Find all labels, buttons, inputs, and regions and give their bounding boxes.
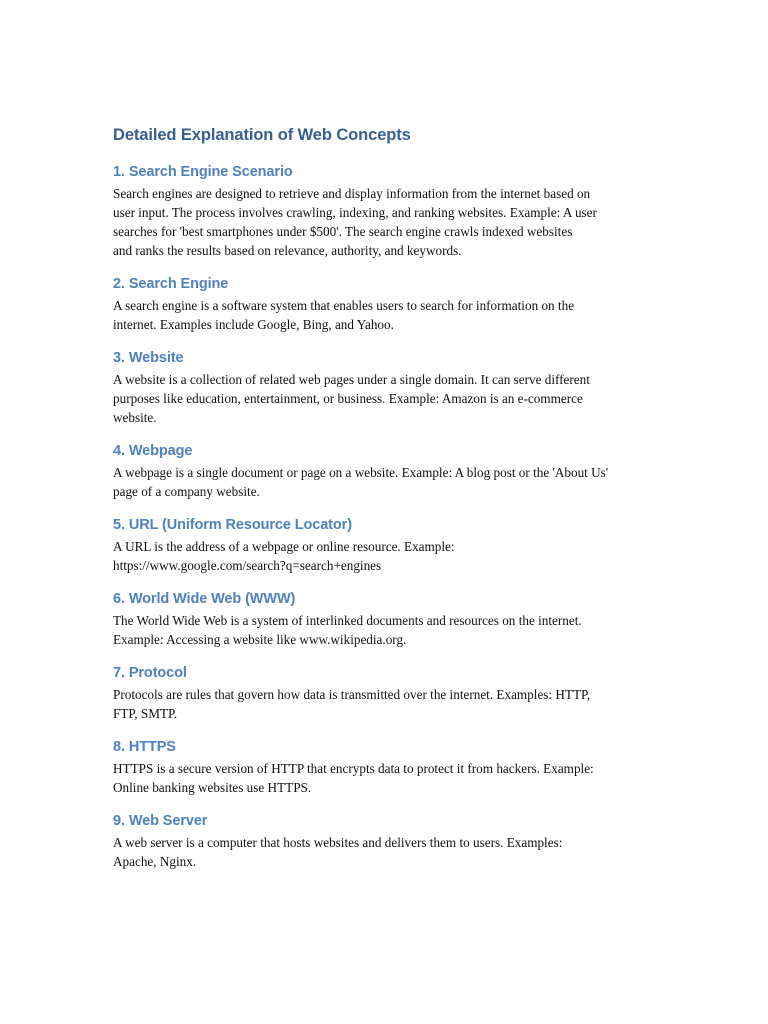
body-text-line: A website is a collection of related web pages under a single domain. It can serve different — [113, 372, 590, 387]
section-body — [113, 370, 663, 427]
section-https — [113, 737, 663, 797]
section-heading: 8. HTTPS — [113, 739, 176, 755]
body-text-line: Apache, Nginx. — [113, 854, 197, 869]
section-heading: 2. Search Engine — [113, 276, 229, 292]
section-webpage — [113, 441, 663, 501]
section-body — [113, 184, 663, 260]
section-body — [113, 463, 663, 501]
section-heading: 6. World Wide Web (WWW) — [113, 591, 296, 607]
body-text-line: and ranks the results based on relevance, authority, and keywords. — [113, 243, 462, 258]
body-text-line: Protocols are rules that govern how data is transmitted over the internet. Examples: HTTP, — [113, 687, 591, 702]
section-heading: 1. Search Engine Scenario — [113, 164, 293, 180]
section-web-server — [113, 811, 663, 871]
section-body — [113, 611, 663, 649]
body-text-line: Search engines are designed to retrieve and display information from the internet based on — [113, 186, 591, 201]
body-text-line: Example: Accessing a website like www.wikipedia.org. — [113, 632, 407, 647]
document-title: Detailed Explanation of Web Concepts — [113, 126, 411, 144]
document-content — [113, 124, 663, 871]
body-text-line: user input. The process involves crawling, indexing, and ranking websites. Example: A user — [113, 205, 597, 220]
body-text-line: A web server is a computer that hosts websites and delivers them to users. Examples: — [113, 835, 563, 850]
section-website — [113, 348, 663, 427]
section-body — [113, 296, 663, 334]
section-url-uniform-resource-locator — [113, 515, 663, 575]
body-text-line: https://www.google.com/search?q=search+engines — [113, 558, 382, 573]
body-text-line: FTP, SMTP. — [113, 706, 178, 721]
section-search-engine — [113, 274, 663, 334]
body-text-line: HTTPS is a secure version of HTTP that encrypts data to protect it from hackers. Example: — [113, 761, 594, 776]
body-text-line: Online banking websites use HTTPS. — [113, 780, 312, 795]
section-body — [113, 759, 663, 797]
body-text-line: A search engine is a software system that enables users to search for information on the — [113, 298, 575, 313]
body-text-line: page of a company website. — [113, 484, 260, 499]
body-text-line: purposes like education, entertainment, or business. Example: Amazon is an e-commerce — [113, 391, 583, 406]
section-world-wide-web-www — [113, 589, 663, 649]
body-text-line: A webpage is a single document or page on a website. Example: A blog post or the 'About Us' — [113, 465, 609, 480]
body-text-line: website. — [113, 410, 157, 425]
section-body — [113, 833, 663, 871]
body-text-line: The World Wide Web is a system of interlinked documents and resources on the internet. — [113, 613, 582, 628]
section-heading: 3. Website — [113, 350, 184, 366]
body-text-line: A URL is the address of a webpage or online resource. Example: — [113, 539, 455, 554]
section-heading: 4. Webpage — [113, 443, 193, 459]
section-body — [113, 537, 663, 575]
section-body — [113, 685, 663, 723]
section-heading: 9. Web Server — [113, 813, 208, 829]
body-text-line: internet. Examples include Google, Bing, and Yahoo. — [113, 317, 394, 332]
section-protocol — [113, 663, 663, 723]
section-search-engine-scenario — [113, 162, 663, 260]
body-text-line: searches for 'best smartphones under $500'. The search engine crawls indexed websites — [113, 224, 573, 239]
section-heading: 5. URL (Uniform Resource Locator) — [113, 517, 352, 533]
section-heading: 7. Protocol — [113, 665, 187, 681]
